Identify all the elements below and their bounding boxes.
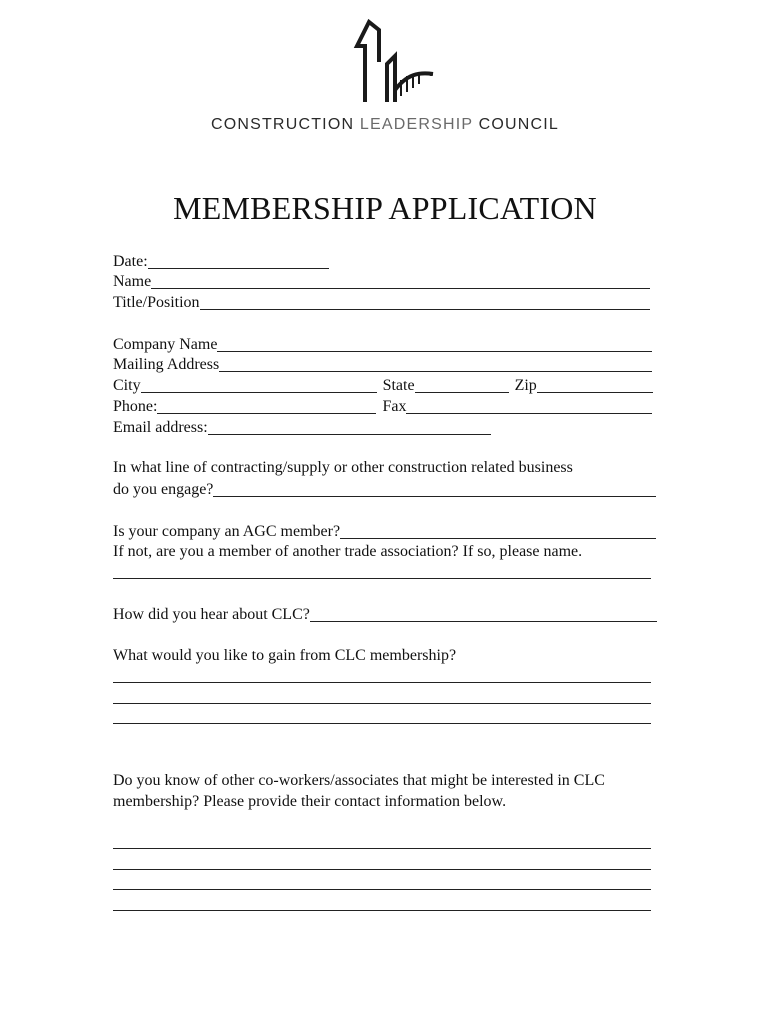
business-line-question: In what line of contracting/supply or other construction related business [113, 459, 573, 476]
state-field[interactable] [415, 377, 509, 393]
gain-answer-line[interactable] [113, 723, 651, 724]
company-name-label: Company Name [113, 336, 218, 353]
name-field[interactable] [151, 273, 650, 289]
org-name-construction: CONSTRUCTION [210, 116, 355, 133]
clc-skyline-logo-icon [343, 16, 435, 106]
hear-about-row [113, 603, 657, 625]
referral-question-continued: membership? Please provide their contact information below. [113, 793, 507, 810]
business-line-field[interactable] [213, 481, 656, 497]
hear-about-label: How did you hear about CLC? [113, 606, 310, 623]
title-position-field[interactable] [200, 294, 650, 310]
mailing-address-label: Mailing Address [113, 356, 220, 373]
agc-member-label: Is your company an AGC member? [113, 523, 341, 540]
email-row [113, 416, 491, 438]
city-state-zip-row [113, 374, 653, 396]
other-association-field[interactable] [113, 578, 651, 579]
mailing-address-field[interactable] [219, 356, 652, 372]
referral-contact-line[interactable] [113, 869, 651, 870]
gain-question: What would you like to gain from CLC membership? [113, 647, 457, 664]
business-line-row [113, 478, 656, 500]
fax-label: Fax [382, 398, 407, 415]
name-label: Name [113, 273, 152, 290]
gain-answer-line[interactable] [113, 703, 651, 704]
title-position-row [113, 291, 650, 313]
agc-member-field[interactable] [340, 523, 656, 539]
agc-member-row [113, 520, 656, 542]
fax-field[interactable] [406, 398, 652, 414]
date-label: Date: [113, 253, 148, 270]
date-row [113, 250, 329, 272]
state-label: State [382, 377, 415, 394]
phone-label: Phone: [113, 398, 158, 415]
org-name-leadership: LEADERSHIP [359, 116, 473, 133]
org-name-council: COUNCIL [478, 116, 560, 133]
email-label: Email address: [113, 419, 208, 436]
referral-question: Do you know of other co-workers/associates that might be interested in CLC [113, 772, 605, 789]
mailing-address-row [113, 353, 652, 375]
referral-contact-line[interactable] [113, 910, 651, 911]
organization-name [0, 116, 770, 134]
city-field[interactable] [141, 377, 377, 393]
zip-label: Zip [514, 377, 537, 394]
referral-contact-line[interactable] [113, 848, 651, 849]
referral-contact-line[interactable] [113, 889, 651, 890]
business-line-label: do you engage? [113, 481, 214, 498]
name-row [113, 270, 650, 292]
title-position-label: Title/Position [113, 294, 200, 311]
company-name-row [113, 333, 652, 355]
company-name-field[interactable] [217, 336, 652, 352]
page-title: MEMBERSHIP APPLICATION [173, 190, 597, 226]
hear-about-field[interactable] [310, 606, 657, 622]
phone-fax-row [113, 395, 652, 417]
other-association-question: If not, are you a member of another trade association? If so, please name. [113, 543, 583, 560]
zip-field[interactable] [537, 377, 653, 393]
email-field[interactable] [208, 419, 491, 435]
phone-field[interactable] [157, 398, 376, 414]
date-field[interactable] [148, 253, 329, 269]
gain-answer-line[interactable] [113, 682, 651, 683]
city-label: City [113, 377, 141, 394]
